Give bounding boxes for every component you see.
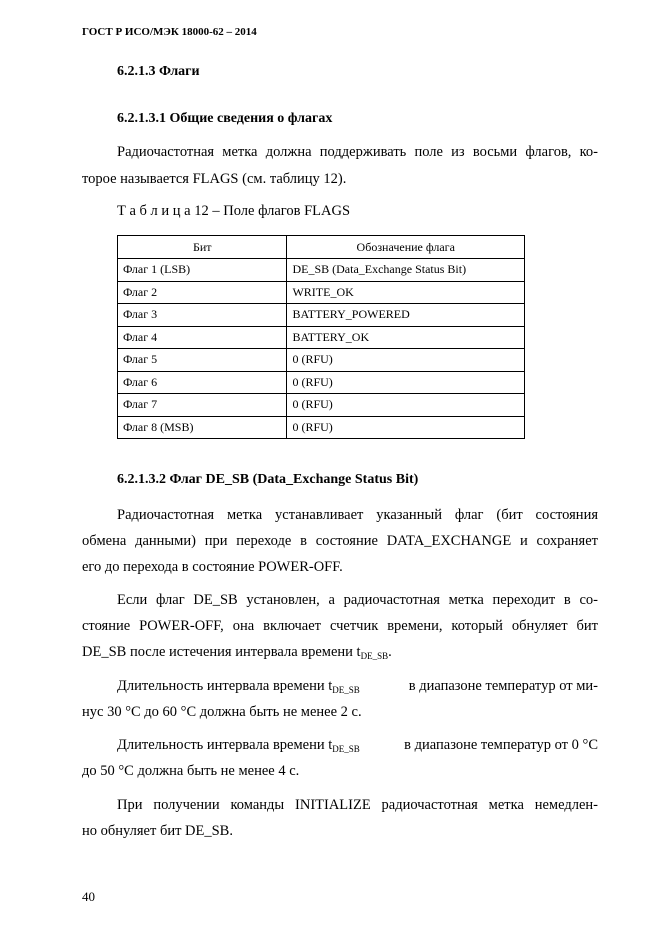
para5-line1: Длительность интервала времени $t_{DE\_SB}$ в диапазоне температур от 0 °С — [117, 737, 598, 754]
document-header: ГОСТ Р ИСО/МЭК 18000-62 – 2014 — [82, 26, 257, 38]
table-cell: 0 (RFU) — [287, 371, 525, 394]
para3-line2: стояние POWER-OFF, она включает счетчик времени, который обнуляет бит — [82, 618, 598, 634]
table-cell: Флаг 4 — [118, 326, 287, 349]
table-cell: WRITE_OK — [287, 281, 525, 304]
table-cell: DE_SB (Data_Exchange Status Bit) — [287, 259, 525, 282]
table-cell: 0 (RFU) — [287, 394, 525, 417]
para1-line2: торое называется FLAGS (см. таблицу 12). — [82, 171, 347, 187]
table-cell: Флаг 7 — [118, 394, 287, 417]
table-cell: Флаг 6 — [118, 371, 287, 394]
table-cell: Флаг 8 (MSB) — [118, 416, 287, 439]
para1-line1: Радиочастотная метка должна поддерживать поле из восьми флагов, ко- — [117, 144, 598, 160]
para5-line2: до 50 °С должна быть не менее 4 с. — [82, 763, 300, 779]
table-cell: 0 (RFU) — [287, 416, 525, 439]
table-header-cell: Бит — [118, 236, 287, 259]
table-row — [118, 371, 525, 394]
table-row — [118, 281, 525, 304]
table-header-cell: Обозначение флага — [287, 236, 525, 259]
flags-table — [117, 235, 525, 439]
table-cell: BATTERY_POWERED — [287, 304, 525, 327]
table-cell: Флаг 3 — [118, 304, 287, 327]
para6-line2: но обнуляет бит DE_SB. — [82, 823, 233, 839]
para2-line2: обмена данными) при переходе в состояние DATA_EXCHANGE и сохраняет — [82, 533, 598, 549]
table-cell: BATTERY_OK — [287, 326, 525, 349]
table-cell: Флаг 2 — [118, 281, 287, 304]
table-row — [118, 304, 525, 327]
para4-line2: нус 30 °С до 60 °С должна быть не менее 2 с. — [82, 704, 362, 720]
table-row — [118, 349, 525, 372]
table-row — [118, 259, 525, 282]
table-row — [118, 416, 525, 439]
table-cell: 0 (RFU) — [287, 349, 525, 372]
table-cell: Флаг 1 (LSB) — [118, 259, 287, 282]
section-heading-flags: 6.2.1.3 Флаги — [117, 64, 200, 79]
para2-line1: Радиочастотная метка устанавливает указанный флаг (бит состояния — [117, 507, 598, 523]
para2-line3: его до перехода в состояние POWER-OFF. — [82, 559, 343, 575]
table-cell: Флаг 5 — [118, 349, 287, 372]
para6-line1: При получении команды INITIALIZE радиочастотная метка немедлен- — [117, 797, 598, 813]
table-header-row — [118, 236, 525, 259]
section-heading-general: 6.2.1.3.1 Общие сведения о флагах — [117, 111, 333, 126]
table-caption: Т а б л и ц а 12 – Поле флагов FLAGS — [117, 203, 351, 219]
para3-line1: Если флаг DE_SB установлен, а радиочастотная метка переходит в со- — [117, 592, 598, 608]
para4-line1: Длительность интервала времени $t_{DE\_SB}$ в диапазоне температур от ми- — [117, 678, 598, 695]
section-heading-de-sb: 6.2.1.3.2 Флаг DE_SB (Data_Exchange Status Bit) — [117, 472, 419, 487]
table-row — [118, 394, 525, 417]
table-row — [118, 326, 525, 349]
para3-line3: DE_SB после истечения интервала времени $t_{DE\_SB}$. — [82, 644, 392, 661]
page-number: 40 — [82, 889, 95, 904]
